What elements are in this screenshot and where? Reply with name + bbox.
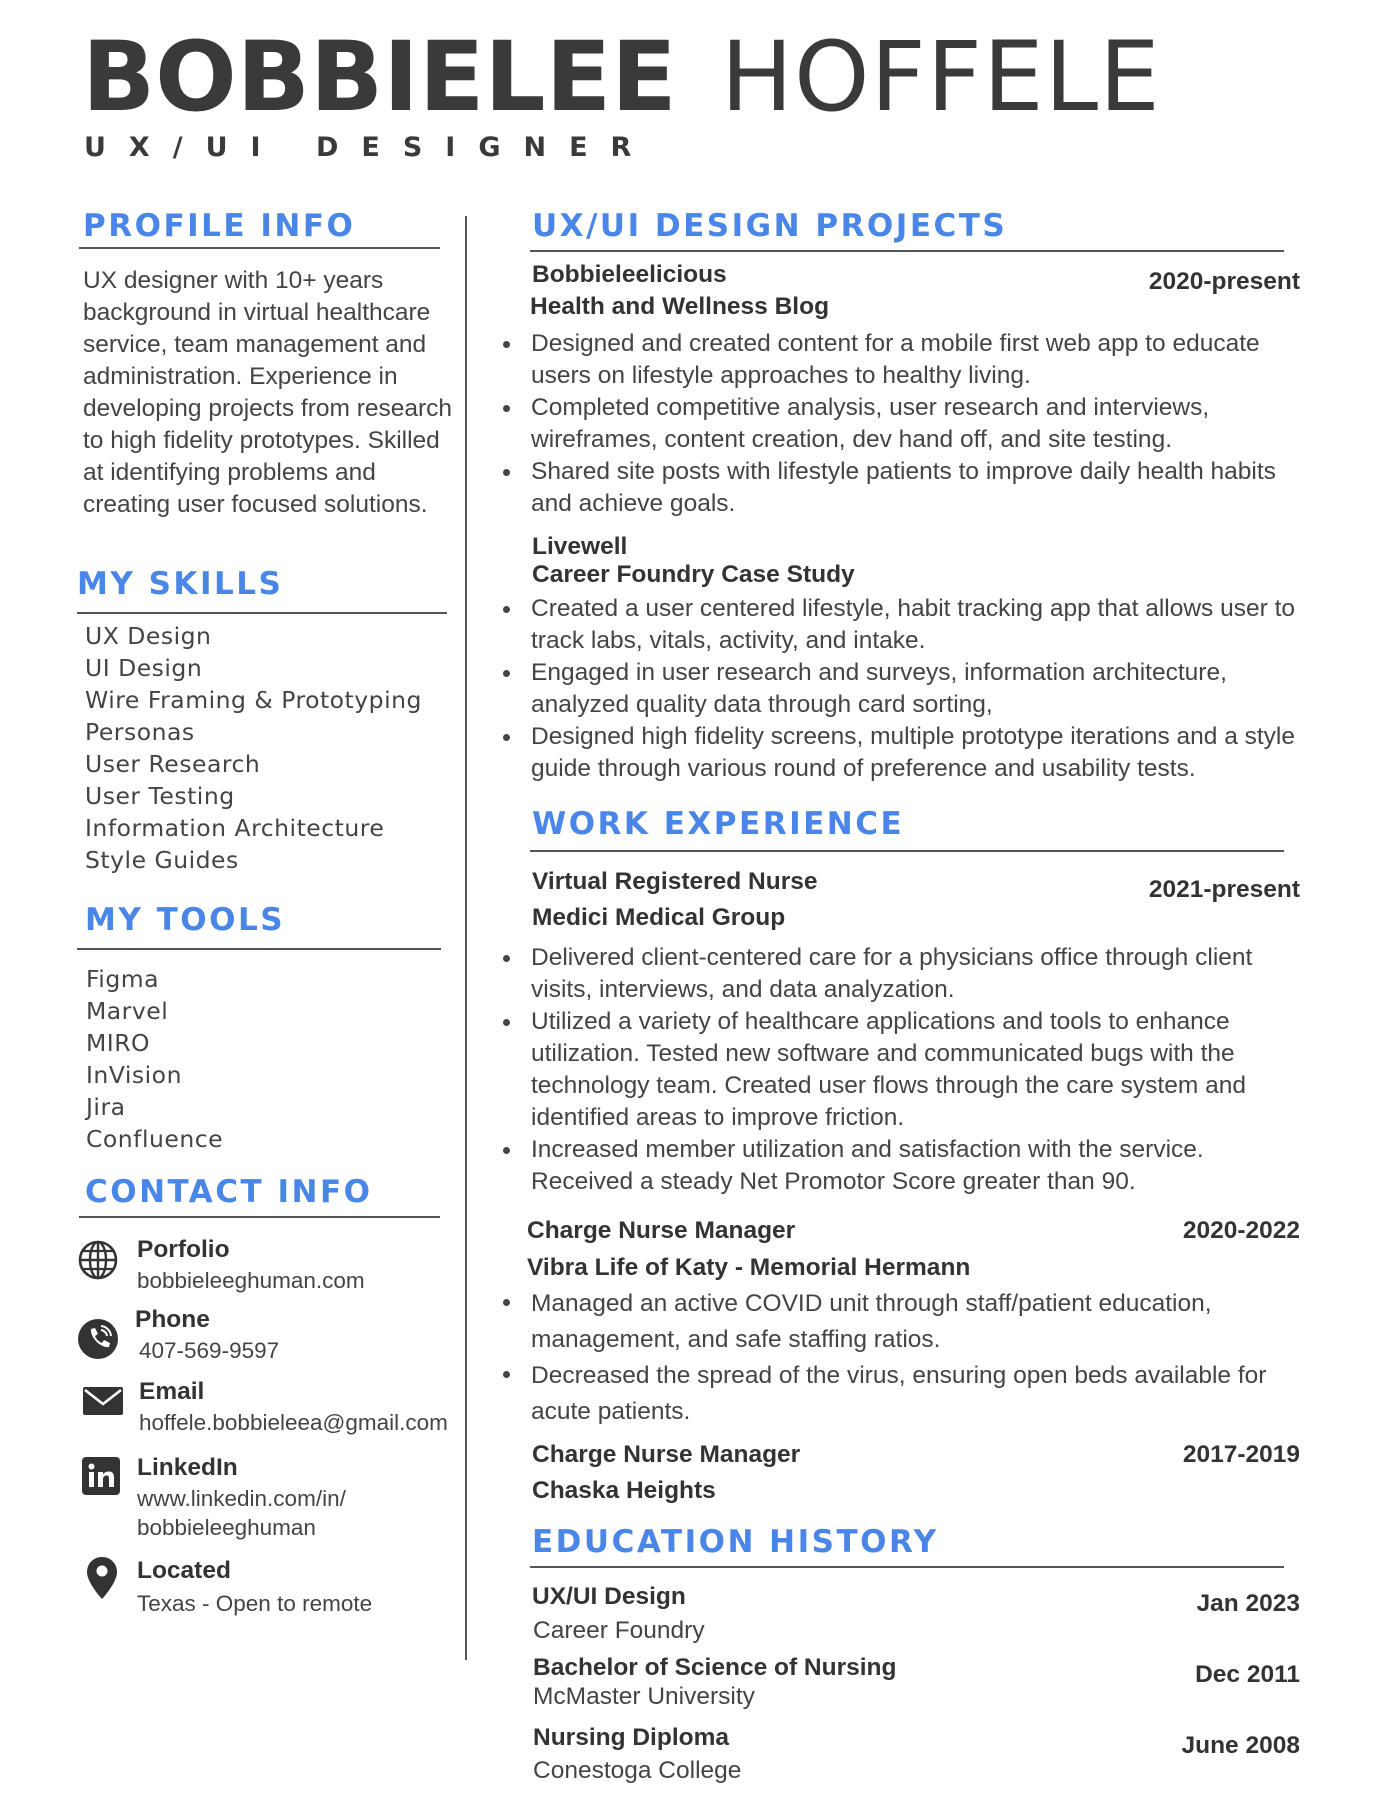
work-heading: WORK EXPERIENCE: [532, 806, 905, 842]
skill-item: User Research: [85, 750, 261, 778]
linkedin-label: LinkedIn: [137, 1454, 238, 1481]
profile-rule: [79, 247, 440, 249]
skills-list: [85, 620, 422, 876]
bullet-item: Engaged in user research and surveys, information architecture, analyzed quality data through card sorting,: [505, 657, 1305, 721]
tool-item: Figma: [86, 965, 160, 993]
email-value[interactable]: hoffele.bobbieleea@gmail.com: [139, 1410, 448, 1435]
contact-heading: CONTACT INFO: [85, 1174, 373, 1210]
profile-text: UX designer with 10+ years background in virtual healthcare service, team management and administration. Experience in developing projects from research to high fidelity prototypes. Skilled at identifying problems and creating user focused solutions.: [83, 267, 453, 518]
edu-school: McMaster University: [533, 1683, 755, 1710]
job-title: UX/UI DESIGNER: [84, 132, 655, 163]
work-rule: [530, 850, 1284, 852]
envelope-icon: [82, 1385, 124, 1417]
tool-item: Jira: [86, 1093, 126, 1121]
skill-item: UX Design: [85, 622, 212, 650]
portfolio-label: Porfolio: [137, 1236, 230, 1263]
bullet-item: Shared site posts with lifestyle patients to improve daily health habits and achieve goals.: [505, 456, 1305, 520]
education-heading: EDUCATION HISTORY: [532, 1524, 939, 1560]
skills-heading: MY SKILLS: [77, 566, 284, 602]
project-name: Bobbieleelicious: [532, 261, 727, 288]
project-subtitle: Career Foundry Case Study: [532, 561, 855, 588]
bullet-item: Managed an active COVID unit through staff/patient education, management, and safe staffing ratios.: [505, 1286, 1305, 1358]
projects-heading: UX/UI DESIGN PROJECTS: [532, 208, 1008, 244]
job-date: 2020-2022: [1182, 1217, 1300, 1244]
bullet-item: Utilized a variety of healthcare applications and tools to enhance utilization. Tested new software and communicated bugs with the technology team. Created user flows through the care system and identified areas to improve friction.: [505, 1006, 1305, 1134]
skill-item: Style Guides: [85, 846, 239, 874]
project-date: 2020-present: [1148, 268, 1300, 295]
edu-degree: Nursing Diploma: [533, 1724, 730, 1751]
edu-school: Conestoga College: [533, 1757, 742, 1784]
last-name: HOFFELE: [720, 21, 1161, 133]
job-company: Chaska Heights: [532, 1477, 716, 1504]
contact-rule: [79, 1216, 440, 1218]
bullet-item: Designed and created content for a mobile first web app to educate users on lifestyle approaches to healthy living.: [505, 328, 1305, 392]
job-title: Charge Nurse Manager: [527, 1217, 796, 1244]
tools-rule: [77, 948, 441, 950]
location-value: Texas - Open to remote: [137, 1591, 373, 1616]
job-company: Medici Medical Group: [532, 904, 786, 931]
project-name: Livewell: [532, 533, 628, 560]
profile-heading: PROFILE INFO: [83, 208, 356, 244]
projects-rule: [530, 250, 1284, 252]
tool-item: MIRO: [86, 1029, 151, 1057]
skill-item: Personas: [85, 718, 195, 746]
phone-icon: [77, 1318, 119, 1360]
skill-item: Information Architecture: [85, 814, 385, 842]
bullet-item: Completed competitive analysis, user research and interviews, wireframes, content creation, dev hand off, and site testing.: [505, 392, 1305, 456]
project-subtitle: Health and Wellness Blog: [530, 293, 830, 320]
job-bullets: [505, 1286, 1305, 1430]
location-label: Located: [137, 1557, 231, 1584]
phone-value[interactable]: 407-569-9597: [139, 1338, 280, 1363]
job-company: Vibra Life of Katy - Memorial Hermann: [527, 1254, 971, 1281]
phone-label: Phone: [135, 1306, 210, 1333]
job-title: Charge Nurse Manager: [532, 1441, 801, 1468]
bullet-item: Designed high fidelity screens, multiple prototype iterations and a style guide through various round of preference and usability tests.: [505, 721, 1305, 785]
linkedin-url-line2[interactable]: bobbieleeghuman: [137, 1515, 316, 1540]
edu-degree: UX/UI Design: [532, 1583, 686, 1610]
skill-item: Wire Framing & Prototyping: [85, 686, 422, 714]
skill-item: UI Design: [85, 654, 203, 682]
tool-item: Marvel: [86, 997, 169, 1025]
tool-item: InVision: [86, 1061, 182, 1089]
job-bullets: [505, 942, 1305, 1198]
map-pin-icon: [86, 1556, 118, 1600]
bullet-item: Increased member utilization and satisfaction with the service. Received a steady Net Promotor Score greater than 90.: [505, 1134, 1305, 1198]
first-name: BOBBIELEE: [82, 21, 677, 133]
linkedin-icon: [82, 1457, 120, 1495]
project-bullets: [505, 328, 1305, 520]
column-divider: [465, 216, 467, 1660]
project-bullets: [505, 593, 1305, 785]
edu-date: Jan 2023: [1196, 1590, 1300, 1617]
job-title: Virtual Registered Nurse: [532, 868, 818, 895]
tools-list: [86, 963, 223, 1155]
portfolio-link[interactable]: bobbieleeghuman.com: [137, 1268, 365, 1293]
tool-item: Confluence: [86, 1125, 224, 1153]
candidate-name: [82, 22, 1161, 132]
tools-heading: MY TOOLS: [85, 902, 286, 938]
linkedin-url-line1[interactable]: www.linkedin.com/in/: [137, 1486, 346, 1511]
bullet-item: Created a user centered lifestyle, habit tracking app that allows user to track labs, vitals, activity, and intake.: [505, 593, 1305, 657]
globe-icon: [77, 1239, 119, 1281]
edu-school: Career Foundry: [533, 1617, 705, 1644]
edu-date: Dec 2011: [1195, 1661, 1300, 1688]
edu-date: June 2008: [1181, 1732, 1300, 1759]
job-date: 2021-present: [1148, 876, 1300, 903]
bullet-item: Decreased the spread of the virus, ensuring open beds available for acute patients.: [505, 1358, 1305, 1430]
edu-degree: Bachelor of Science of Nursing: [533, 1654, 897, 1681]
education-rule: [530, 1566, 1284, 1568]
skill-item: User Testing: [85, 782, 235, 810]
skills-rule: [77, 612, 447, 614]
job-date: 2017-2019: [1182, 1441, 1300, 1468]
email-label: Email: [139, 1378, 205, 1405]
bullet-item: Delivered client-centered care for a physicians office through client visits, interviews, and data analyzation.: [505, 942, 1305, 1006]
